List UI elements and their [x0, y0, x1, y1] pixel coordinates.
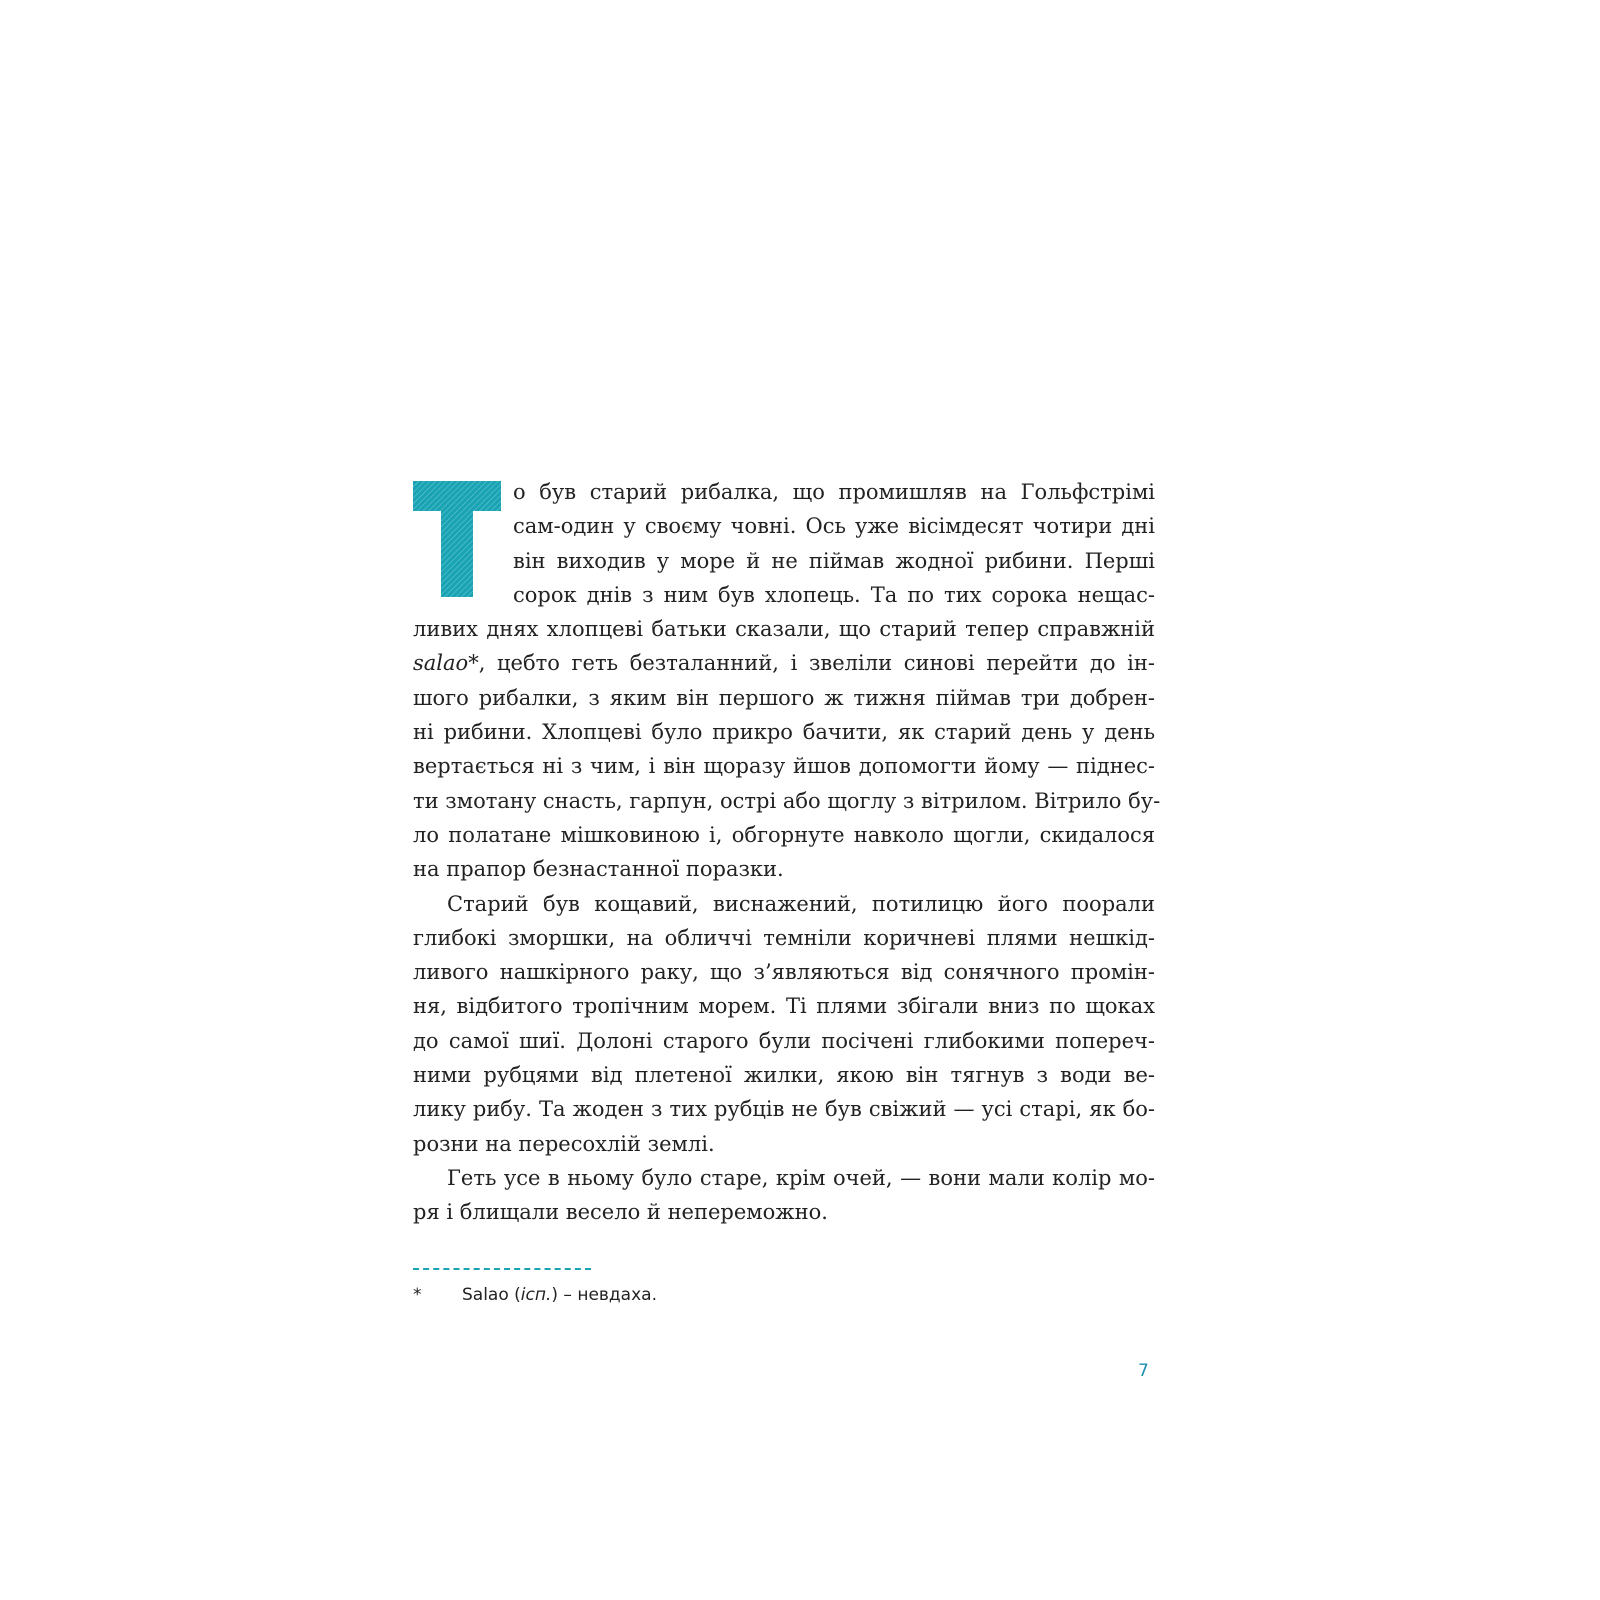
footnote-definition: – невдаха. — [558, 1285, 657, 1305]
text-line: глибокі зморшки, на обличчі темніли коричневі плями нешкід- — [413, 925, 1155, 950]
footnote-ref: * — [468, 651, 479, 676]
text-line: ти змотану снасть, гарпун, острі або щоглу з вітрилом. Вітрило бу- — [413, 788, 1161, 813]
text-line: шого рибалки, з яким він першого ж тижня піймав три добрен- — [413, 685, 1155, 710]
paragraph-1 — [413, 475, 1161, 887]
page-number: 7 — [1138, 1361, 1149, 1381]
footnote-term: Salao — [462, 1285, 509, 1305]
text-line: ливих днях хлопцеві батьки сказали, що старий тепер справжній — [413, 617, 1155, 642]
text-line: о був старий рибалка, що промишляв на Гольфстрімі — [513, 480, 1155, 504]
text-line: сам-один у своєму човні. Ось уже вісімдесят чотири дні — [513, 514, 1155, 539]
text-line: Геть усе в ньому було старе, крім очей, — вони мали колір мо- — [447, 1165, 1155, 1190]
text-line: сорок днів з ним був хлопець. Та по тих сорока нещас- — [513, 582, 1155, 607]
text-line: до самої шиї. Долоні старого були посічені глибокими попереч- — [413, 1028, 1155, 1053]
text-line: він виходив у море й не піймав жодної рибини. Перші — [513, 548, 1155, 573]
footnote-divider — [413, 1268, 591, 1270]
text-line: Старий був кощавий, виснажений, потилицю його поорали — [447, 891, 1155, 916]
text-line: ними рубцями від плетеної жилки, якою він тягнув з води ве- — [413, 1063, 1155, 1088]
text-line-rest: , цебто геть безталанний, і звеліли синові перейти до ін- — [478, 651, 1155, 676]
footnote-lang: ісп. — [520, 1285, 552, 1305]
text-line: на прапор безнастанної поразки. — [413, 857, 784, 882]
text-line: ло полатане мішковиною і, обгорнуте навколо щогли, скидалося — [413, 822, 1155, 847]
text-line-salao — [413, 646, 1155, 680]
text-line: лику рибу. Та жоден з тих рубців не був свіжий — усі старі, як бо- — [413, 1097, 1155, 1122]
main-text — [413, 475, 1161, 1230]
text-line: ря і блищали весело й непереможно. — [413, 1200, 828, 1225]
text-line: вертається ні з чим, і він щоразу йшов допомогти йому — піднес- — [413, 754, 1155, 779]
text-line: ня, відбитого тропічним морем. Ті плями збігали вниз по щоках — [413, 994, 1155, 1019]
text-line: ливого нашкірного раку, що з’являються від сонячного промін- — [413, 960, 1155, 985]
salao-word: salao — [413, 651, 469, 676]
footnote-mark: * — [413, 1285, 422, 1305]
paragraph-2 — [413, 887, 1155, 1161]
dropcap-letter — [413, 481, 501, 597]
text-line: розни на пересохлій землі. — [413, 1131, 715, 1156]
text-line: ні рибини. Хлопцеві було прикро бачити, як старий день у день — [413, 720, 1155, 745]
footnote: * Salao (ісп.) – невдаха. — [413, 1285, 657, 1305]
paragraph-3 — [413, 1161, 1155, 1230]
